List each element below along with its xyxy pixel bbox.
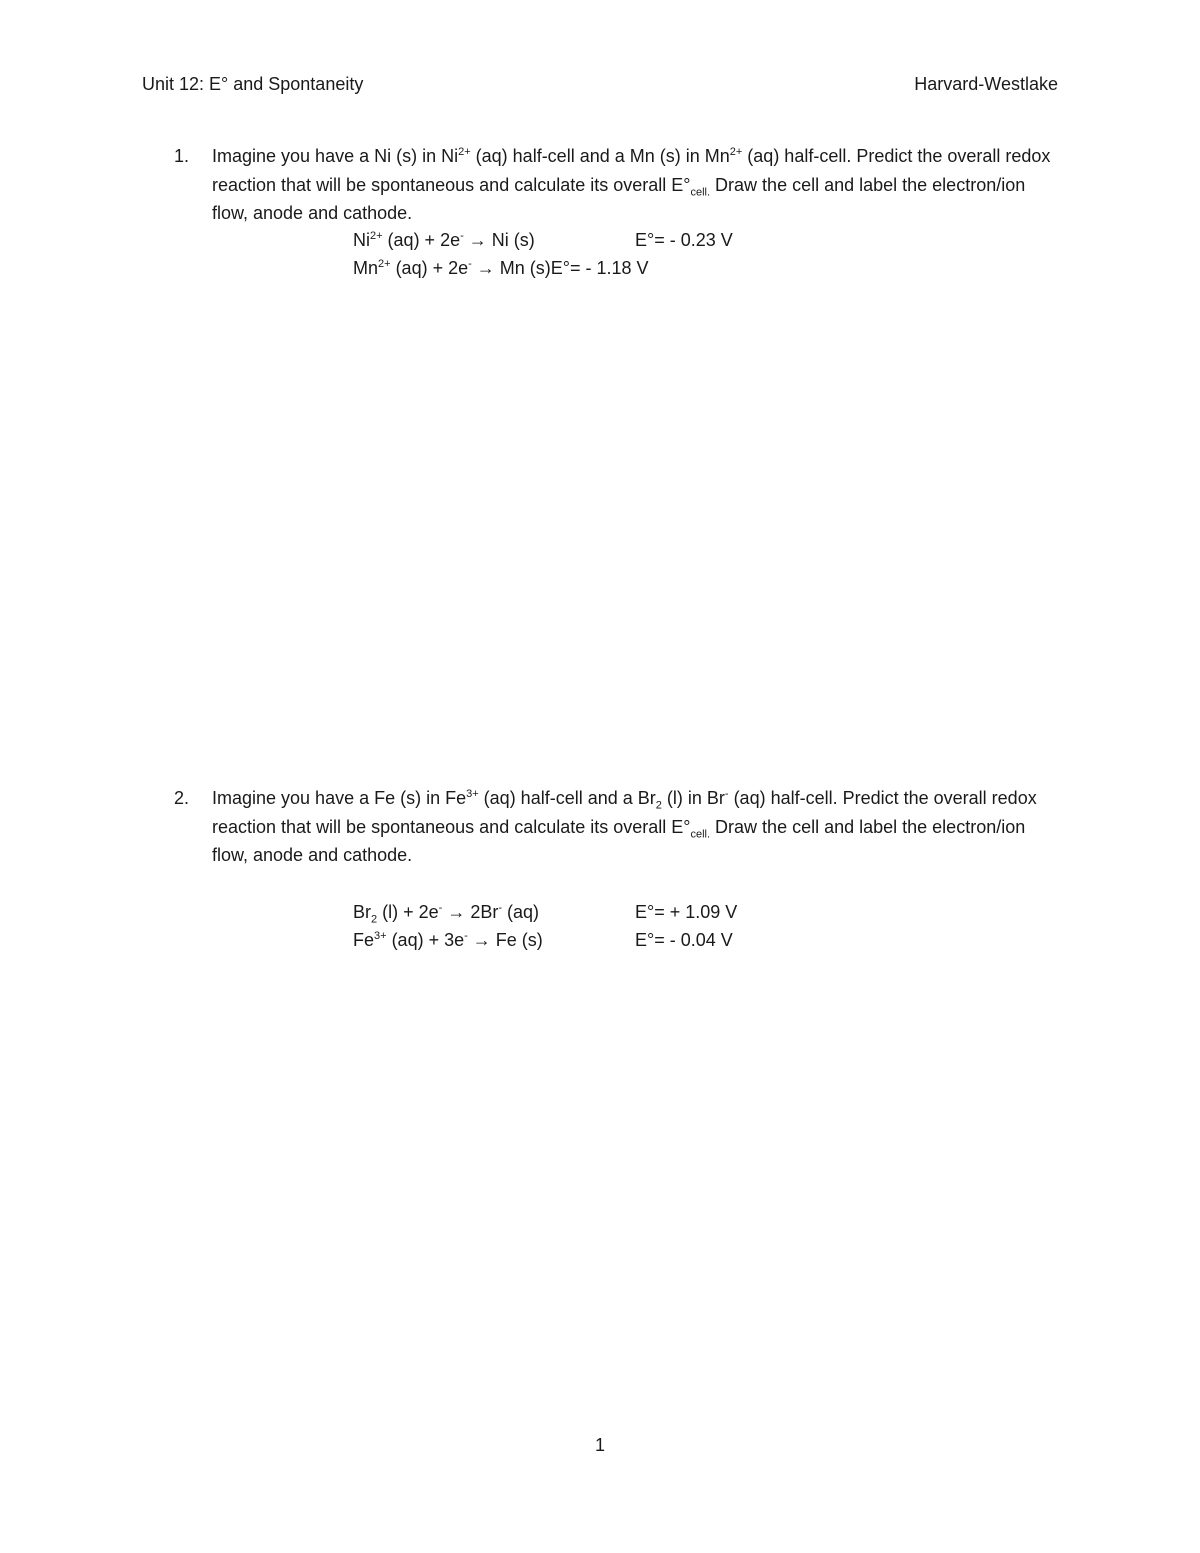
text-run: → Ni (s)	[463, 230, 535, 250]
text-run: (aq) + 3e	[386, 930, 465, 950]
reduction-potential: E°= + 1.09 V	[635, 902, 738, 922]
text-run: (aq) half-cell. Predict the overall redox reaction that will be spontaneous and calculate its overall E°	[212, 788, 1037, 837]
text-run: Imagine you have a Fe (s) in Fe	[212, 788, 467, 808]
superscript: 3+	[374, 930, 387, 942]
superscript: -	[724, 788, 729, 800]
superscript: 2+	[729, 146, 743, 158]
text-run: (aq) + 2e	[382, 230, 461, 250]
text-run: Fe	[353, 930, 375, 950]
superscript: -	[460, 230, 464, 242]
question-text	[212, 784, 1054, 870]
subscript: cell.	[690, 828, 711, 841]
text-run: → 2Br	[442, 902, 499, 922]
question-1	[174, 142, 1054, 228]
text-run: Draw the cell and label the electron/ion flow, anode and cathode.	[212, 816, 1026, 865]
question-number: 1.	[174, 146, 190, 166]
text-run: → Fe (s)	[467, 930, 543, 950]
text-run: Ni	[353, 230, 370, 250]
header-title: Unit 12: E° and Spontaneity	[142, 74, 364, 94]
superscript: 3+	[466, 788, 479, 800]
text-run: (aq)	[502, 902, 540, 922]
superscript: -	[468, 258, 472, 270]
superscript: -	[438, 902, 443, 914]
question-2	[174, 784, 1054, 870]
text-run: Draw the cell and label the electron/ion flow, anode and cathode.	[212, 174, 1026, 223]
text-run: (l) + 2e	[377, 902, 439, 922]
superscript: -	[498, 902, 503, 914]
text-run: (aq) + 2e	[390, 258, 469, 278]
superscript: 2+	[378, 258, 391, 270]
page-number: 1	[594, 1435, 605, 1455]
half-reaction-br	[353, 898, 738, 927]
reduction-potential: E°= - 0.23 V	[635, 230, 733, 250]
text-run: Imagine you have a Ni (s) in Ni	[212, 146, 459, 166]
text-run: (aq) half-cell. Predict the overall redox reaction that will be spontaneous and calculate its overall E°	[212, 146, 1051, 195]
text-run: (aq) half-cell and a Br	[478, 788, 656, 808]
question-text	[212, 142, 1054, 228]
half-reaction-ni	[353, 226, 733, 255]
text-run: Br	[353, 902, 371, 922]
half-reaction-mn	[353, 254, 649, 283]
text-run: (l) in Br	[661, 788, 725, 808]
half-reaction-fe	[353, 926, 733, 955]
text-run: (aq) half-cell and a Mn (s) in Mn	[470, 146, 730, 166]
text-run: Mn	[353, 258, 379, 278]
question-number: 2.	[174, 788, 190, 808]
subscript: 2	[371, 913, 378, 926]
superscript: 2+	[370, 230, 383, 242]
subscript: cell.	[690, 186, 711, 199]
superscript: 2+	[458, 146, 471, 158]
subscript: 2	[655, 799, 662, 812]
header-school: Harvard-Westlake	[914, 74, 1058, 94]
text-run: → Mn (s)E°= - 1.18 V	[471, 258, 649, 278]
reduction-potential: E°= - 0.04 V	[635, 930, 733, 950]
superscript: -	[464, 930, 468, 942]
